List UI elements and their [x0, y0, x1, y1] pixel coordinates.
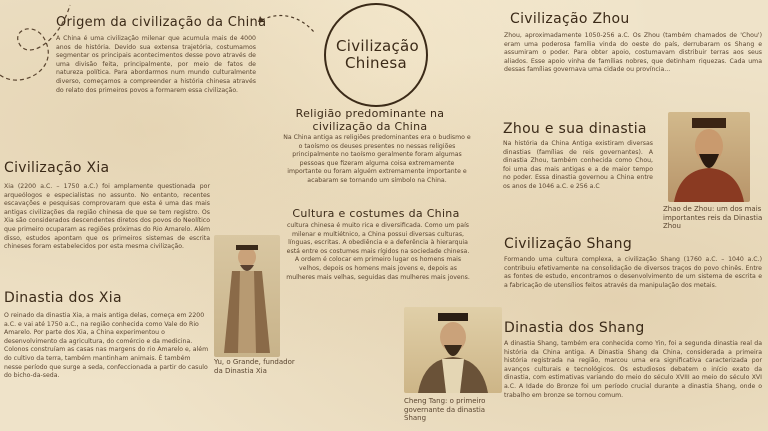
zhou-caption: Zhao de Zhou: um dos mais importantes reis da Dinastia Zhou [663, 205, 763, 230]
xia-civ-title: Civilização Xia [4, 160, 110, 176]
shang-dyn-text: A dinastia Shang, também era conhecida como Yin, foi a segunda dinastia real da história da China antiga. A Dinastia Shang da China, considerada a primeira história registrada na região, marcou uma era significativa caracterizada por avanços culturais e tecnológicos. Os estudiosos debatem o início exato da dinastia, com estimativas variando do meio do século XVIII ao meio do século XVI a.C. A Idade do Bronze foi um período crucial durante a dinastia Shang, onde o trabalho em bronze se tornou comum. [504, 340, 762, 399]
origem-title: Origem da civilização da China [56, 15, 267, 30]
shang-civ-title: Civilização Shang [504, 236, 633, 252]
zhou-dyn-title: Zhou e sua dinastia [503, 121, 647, 137]
shang-civ-text: Formando uma cultura complexa, a civilização Shang (1760 a.C. – 1040 a.C.) contribuiu efetivamente na consolidação de diversos traços do povo chinês. Entre as fontes de estudo, encontramos o desenvolvimento de um sistema de escrita e a fabricação de utensílios feitos através da manipulação dos metais. [504, 256, 762, 289]
page-title: Civilização Chinesa [336, 37, 420, 72]
religiao-title: Religião predominante na civilização da China [295, 107, 445, 133]
zhao-de-zhou-portrait [668, 112, 750, 202]
shang-dyn-title: Dinastia dos Shang [504, 320, 645, 336]
zhou-dyn-text: Na história da China Antiga existiram diversas dinastias (famílias de reis governantes). A dinastia Zhou, também conhecida como Chou, foi uma das mais antigas e a de maior tempo no poder. Essa dinastia governou a China entre os anos de 1046 a.C. e 256 a.C [503, 140, 653, 190]
zhou-civ-text: Zhou, aproximadamente 1050-256 a.C. Os Zhou (também chamados de 'Chou') eram uma poderosa família vinda do oeste do país, derrubaram os Shang e assumiram o poder. Para obter apoio, costumavam distribuir terras aos seus aliados. Esse apoio vinha de famílias nobres, que detinham riquezas. Cada uma dessas famílias governava uma cidade ou província... [504, 32, 762, 74]
zhou-civ-title: Civilização Zhou [510, 11, 630, 27]
origem-text: A China é uma civilização milenar que acumula mais de 4000 anos de história. Devido sua extensa trajetória, costumamos segmentar os principais acontecimentos desse povo através de uma divisão feita, principalmente, por meio de fatos de natureza política. Para abordarmos num mundo culturalmente diverso, começamos a compreender a história chinesa através do relato dos primeiros povos a formarem essa civilização. [56, 35, 256, 94]
cheng-tang-portrait [404, 307, 502, 393]
xia-civ-text: Xia (2200 a.C. – 1750 a.C.) foi amplamente questionada por arqueólogos e especialistas no assunto. No entanto, recentes escavações e pesquisas comprovaram que esta é uma das mais antigas civilizações da região chinesa de que se tem registro. Os Xia são considerados descendentes diretos dos povos do Neolítico que primeiro ocuparam as regiões próximas do Rio Amarelo. Além disso, estudos apontam que os primeiros sistemas de escrita chineses foram estabelecidos por esta mesma civilização. [4, 183, 210, 251]
cheng-tang-caption: Cheng Tang: o primeiro governante da dinastia Shang [404, 397, 486, 422]
religiao-text: Na China antiga as religiões predominantes era o budismo e o taoísmo os deuses presentes no nessas religiões principalmente no taoísmo geralmente foram algumas pessoas que fizeram alguma coisa extremamente importante ou foram alguém extremamente importante e acabaram se tornando um símbolo na China. [283, 134, 471, 184]
cultura-title: Cultura e costumes da China [292, 207, 460, 220]
center-title-circle [324, 3, 428, 107]
xia-dyn-text: O reinado da dinastia Xia, a mais antiga delas, começa em 2200 a.C. e vai até 1750 a.C., na região conhecida como Vale do Rio Amarelo. Por parte dos Xia, a China experimentou o desenvolvimento da agricultura, do comércio e da medicina. Colonos construíam as casas nas margens do rio Amarelo e, além do cultivo da terra, também mantinham animais. É também nesse período que surge a seda, confeccionada a partir do casulo do bicho-da-seda. [4, 312, 209, 380]
dashed-arrow [258, 10, 320, 38]
cultura-text: cultura chinesa é muito rica e diversificada. Como um país milenar e multiétnico, a China possui diversas culturas, línguas, escritas. A obediência e a deferência à hierarquia está entre os costumes mais rígidos na sociedade chinesa. A ordem é colocar em primeiro lugar os homens mais velhos, depois os homens mais jovens e, depois as mulheres mais velhas, seguidas das mulheres mais jovens. [286, 222, 470, 281]
yu-the-great-portrait [214, 235, 280, 357]
xia-dyn-title: Dinastia dos Xia [4, 290, 122, 306]
yu-caption: Yu, o Grande, fundador da Dinastia Xia [214, 358, 295, 375]
